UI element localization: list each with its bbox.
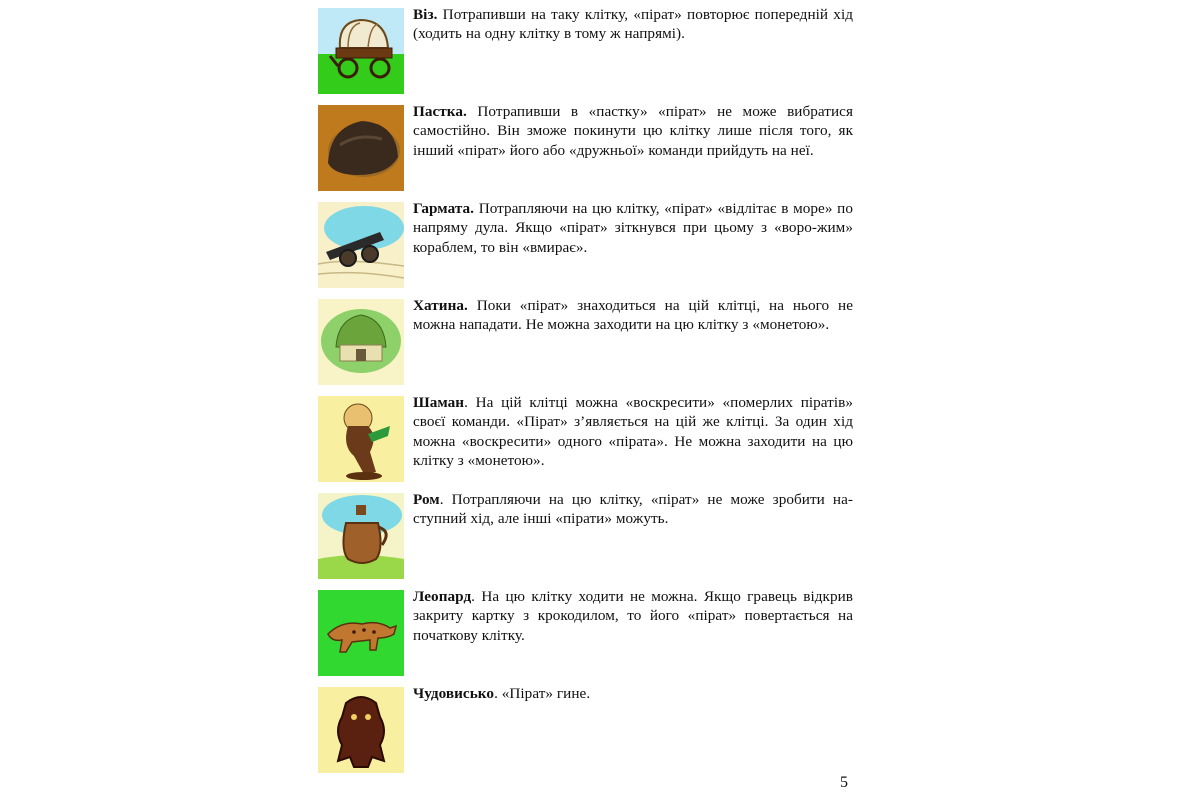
entry-description: . «Пірат» гине.	[494, 685, 591, 702]
entry-description: . На цю клітку ходити не можна. Якщо гравець відкрив закриту картку з крокодилом, то його «пірат» повертається на початкову клітку.	[413, 588, 853, 644]
leopard-icon	[318, 590, 404, 676]
trap-icon	[318, 105, 404, 191]
entry-title: Чудовисько	[413, 685, 495, 702]
entry-description: Потрапляючи на цю клітку, «пірат» «відлітає в море» по напряму дула. Якщо «пірат» зіткнувся при цьому з «воро-жим» кораблем, то він «вмирає».	[413, 200, 853, 256]
entry-description: . Потрапляючи на цю клітку, «пірат» не може зробити на-ступний хід, але інші «пірати» можуть.	[413, 491, 853, 528]
entry-title: Хатина.	[413, 297, 468, 314]
entry-description: Потрапивши в «пастку» «пірат» не може вибратися самостійно. Він зможе покинути цю клітку лише після того, як інший «пірат» його або «дружньої» команди прийдуть на неї.	[413, 103, 853, 159]
shaman-icon	[318, 396, 404, 482]
monster-icon	[318, 687, 404, 773]
entry-description: Поки «пірат» знаходиться на цій клітці, на нього не можна нападати. Не можна заходити на цю клітку з «монетою».	[413, 297, 853, 334]
entry-title: Пастка.	[413, 103, 467, 120]
rum-jug-icon	[318, 493, 404, 579]
hut-icon	[318, 299, 404, 385]
entry-title: Ром	[413, 491, 440, 508]
page-number: 5	[840, 774, 848, 791]
wagon-icon	[318, 8, 404, 94]
entry-description: Потрапивши на таку клітку, «пірат» повторює попередній хід (ходить на одну клітку в тому ж напрямі).	[413, 6, 853, 43]
entry-title: Шаман	[413, 394, 465, 411]
entry-title: Гармата.	[413, 200, 475, 217]
entry-title: Віз.	[413, 6, 438, 23]
cannon-icon	[318, 202, 404, 288]
entry-title: Леопард	[413, 588, 472, 605]
entry-description: . На цій клітці можна «воскресити» «померлих піратів» своєї команди. «Пірат» з’являється на цій же клітці. За один хід можна «воскресити» одного «пірата». Не можна заходити на цю клітку з «монетою».	[413, 394, 853, 470]
